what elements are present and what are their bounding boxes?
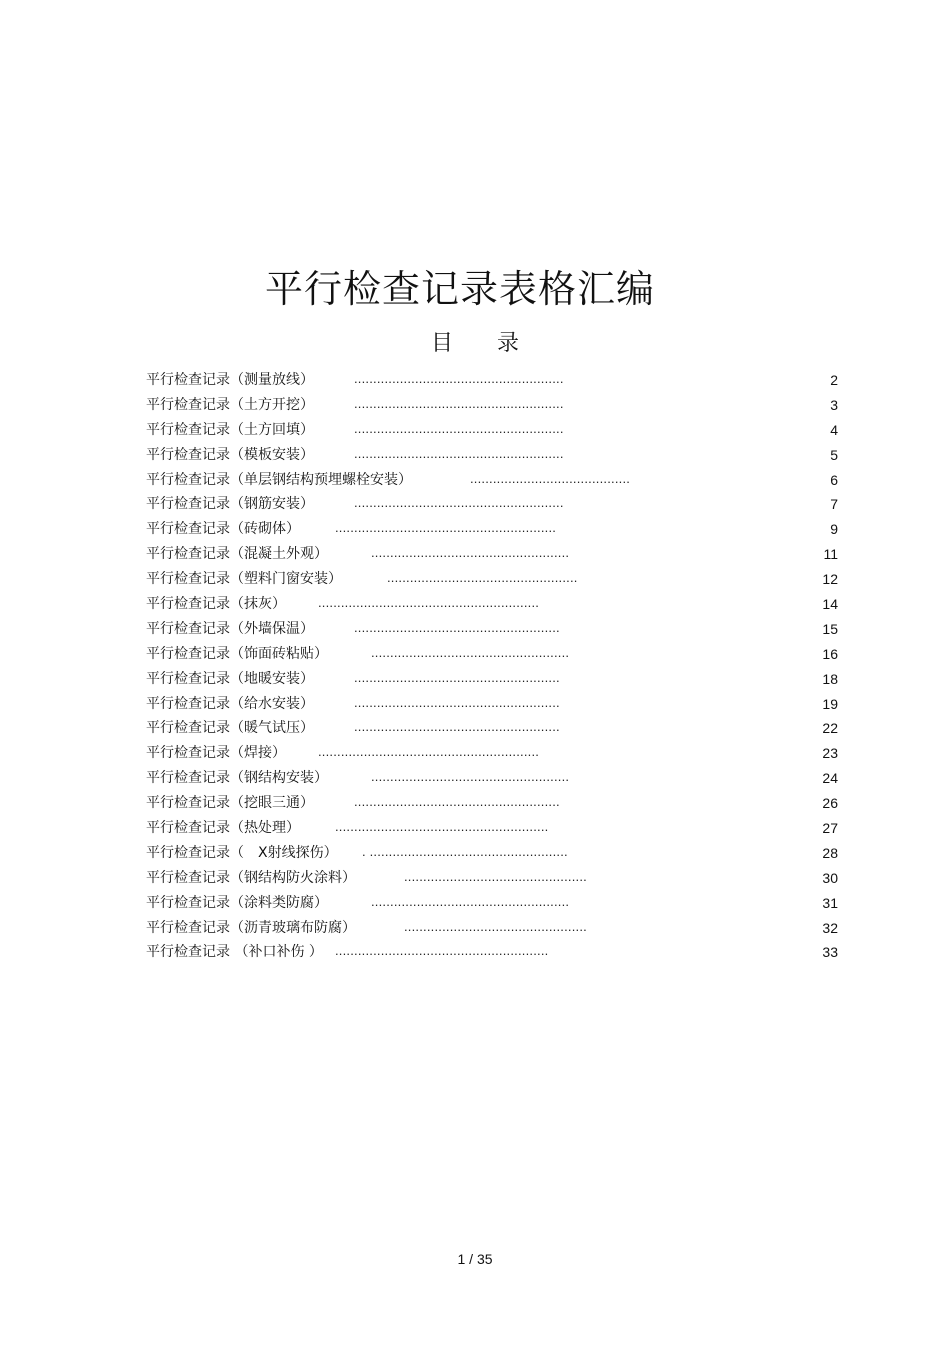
- toc-dot-leader: .......................................................: [354, 495, 564, 511]
- toc-entry-label: 平行检查记录（挖眼三通）: [146, 795, 314, 812]
- toc-dot-leader: .......................................................: [354, 445, 564, 461]
- toc-entry-page-number: 14: [822, 596, 838, 613]
- toc-entry-page-number: 22: [822, 720, 838, 737]
- toc-entry[interactable]: [146, 393, 838, 418]
- toc-entry-page-number: 12: [822, 571, 838, 588]
- toc-entry-page-number: 16: [822, 645, 838, 662]
- toc-heading: 目 录: [430, 331, 519, 356]
- toc-dot-leader: ..................................................: [387, 570, 578, 586]
- toc-entry[interactable]: [146, 443, 838, 468]
- toc-entry[interactable]: [146, 791, 838, 816]
- toc-entry[interactable]: [146, 368, 838, 393]
- toc-entry-label: 平行检查记录（焊接）: [146, 745, 286, 762]
- toc-dot-leader: ......................................................: [354, 619, 560, 635]
- toc-dot-leader: ........................................................: [335, 819, 549, 835]
- toc-entry[interactable]: [146, 891, 838, 916]
- toc-entry-page-number: 9: [830, 521, 838, 538]
- toc-entry[interactable]: [146, 592, 838, 617]
- toc-dot-leader: ........................................................: [335, 943, 549, 959]
- toc-entry[interactable]: [146, 542, 838, 567]
- toc-entry-label: 平行检查记录（涂料类防腐）: [146, 894, 328, 911]
- toc-dot-leader: ................................................: [404, 918, 587, 934]
- toc-entry-page-number: 4: [830, 421, 838, 438]
- toc-dot-leader: ..........................................................: [335, 520, 557, 536]
- toc-dot-leader: ..........................................................: [318, 595, 540, 611]
- toc-entry-label: 平行检查记录（钢结构安装）: [146, 770, 328, 787]
- toc-dot-leader: .......................................................: [354, 395, 564, 411]
- toc-entry-label: 平行检查记录（砖砌体）: [146, 521, 300, 538]
- toc-dot-leader: ......................................................: [354, 794, 560, 810]
- page-number-footer: 1 / 35: [457, 1251, 493, 1267]
- toc-entry-page-number: 5: [830, 446, 838, 463]
- toc-entry-page-number: 18: [822, 670, 838, 687]
- toc-entry-page-number: 6: [830, 471, 838, 488]
- toc-dot-leader: .......................................................: [354, 371, 564, 386]
- toc-entry-page-number: 23: [822, 745, 838, 762]
- toc-entry-label: 平行检查记录（土方开挖）: [146, 396, 314, 413]
- toc-entry[interactable]: [146, 617, 838, 642]
- toc-entry-label: 平行检查记录（暖气试压）: [146, 720, 314, 737]
- toc-entry-label: 平行检查记录（饰面砖粘贴）: [146, 645, 328, 662]
- toc-entry-label: 平行检查记录（外墙保温）: [146, 620, 314, 637]
- toc-entry[interactable]: [146, 567, 838, 592]
- table-of-contents: [146, 368, 838, 965]
- toc-entry-page-number: 30: [822, 869, 838, 886]
- toc-entry-label: 平行检查记录（钢结构防火涂料）: [146, 869, 356, 886]
- toc-dot-leader: . ....................................................: [362, 843, 568, 859]
- toc-entry-page-number: 3: [830, 396, 838, 413]
- toc-entry[interactable]: [146, 841, 838, 866]
- toc-entry-label: 平行检查记录（钢筋安装）: [146, 496, 314, 513]
- toc-entry[interactable]: [146, 667, 838, 692]
- toc-dot-leader: ....................................................: [371, 545, 570, 561]
- toc-entry-page-number: 19: [822, 695, 838, 712]
- toc-entry-label: 平行检查记录 （补口补伤 ）: [146, 944, 323, 961]
- toc-entry-page-number: 24: [822, 770, 838, 787]
- toc-entry-page-number: 33: [822, 944, 838, 961]
- toc-dot-leader: .......................................................: [354, 420, 564, 436]
- toc-entry[interactable]: [146, 418, 838, 443]
- toc-entry[interactable]: [146, 866, 838, 891]
- toc-entry[interactable]: [146, 940, 838, 965]
- toc-entry-page-number: 2: [830, 372, 838, 388]
- toc-entry-label: 平行检查记录（ X射线探伤）: [146, 844, 338, 861]
- toc-dot-leader: ......................................................: [354, 719, 560, 735]
- toc-entry-label: 平行检查记录（单层钢结构预埋螺栓安装）: [146, 471, 412, 488]
- toc-entry-page-number: 27: [822, 820, 838, 837]
- toc-entry[interactable]: [146, 816, 838, 841]
- toc-entry-page-number: 26: [822, 795, 838, 812]
- toc-entry-label: 平行检查记录（地暖安装）: [146, 670, 314, 687]
- toc-entry[interactable]: [146, 741, 838, 766]
- toc-entry-label: 平行检查记录（测量放线）: [146, 372, 314, 388]
- toc-entry[interactable]: [146, 692, 838, 717]
- toc-entry-page-number: 28: [822, 844, 838, 861]
- toc-dot-leader: ..........................................: [470, 470, 631, 486]
- toc-entry-page-number: 15: [822, 620, 838, 637]
- toc-dot-leader: ......................................................: [354, 669, 560, 685]
- toc-dot-leader: ......................................................: [354, 694, 560, 710]
- toc-entry-label: 平行检查记录（热处理）: [146, 820, 300, 837]
- toc-entry-label: 平行检查记录（土方回填）: [146, 421, 314, 438]
- toc-dot-leader: ....................................................: [371, 893, 570, 909]
- page-title: 平行检查记录表格汇编: [264, 267, 655, 311]
- toc-entry-page-number: 31: [822, 894, 838, 911]
- toc-entry[interactable]: [146, 716, 838, 741]
- toc-entry-label: 平行检查记录（混凝土外观）: [146, 546, 328, 563]
- toc-entry[interactable]: [146, 492, 838, 517]
- toc-entry-label: 平行检查记录（模板安装）: [146, 446, 314, 463]
- toc-entry-label: 平行检查记录（塑料门窗安装）: [146, 571, 342, 588]
- toc-entry-label: 平行检查记录（给水安装）: [146, 695, 314, 712]
- toc-entry-page-number: 32: [822, 919, 838, 936]
- toc-entry-label: 平行检查记录（抹灰）: [146, 596, 286, 613]
- toc-dot-leader: ....................................................: [371, 644, 570, 660]
- toc-entry-page-number: 11: [823, 546, 838, 563]
- toc-entry-label: 平行检查记录（沥青玻璃布防腐）: [146, 919, 356, 936]
- toc-entry[interactable]: [146, 468, 838, 493]
- toc-entry-page-number: 7: [830, 496, 838, 513]
- toc-entry[interactable]: [146, 517, 838, 542]
- toc-dot-leader: ....................................................: [371, 769, 570, 785]
- toc-dot-leader: ................................................: [404, 868, 587, 884]
- toc-entry[interactable]: [146, 916, 838, 941]
- toc-dot-leader: ..........................................................: [318, 744, 540, 760]
- toc-entry[interactable]: [146, 642, 838, 667]
- toc-entry[interactable]: [146, 766, 838, 791]
